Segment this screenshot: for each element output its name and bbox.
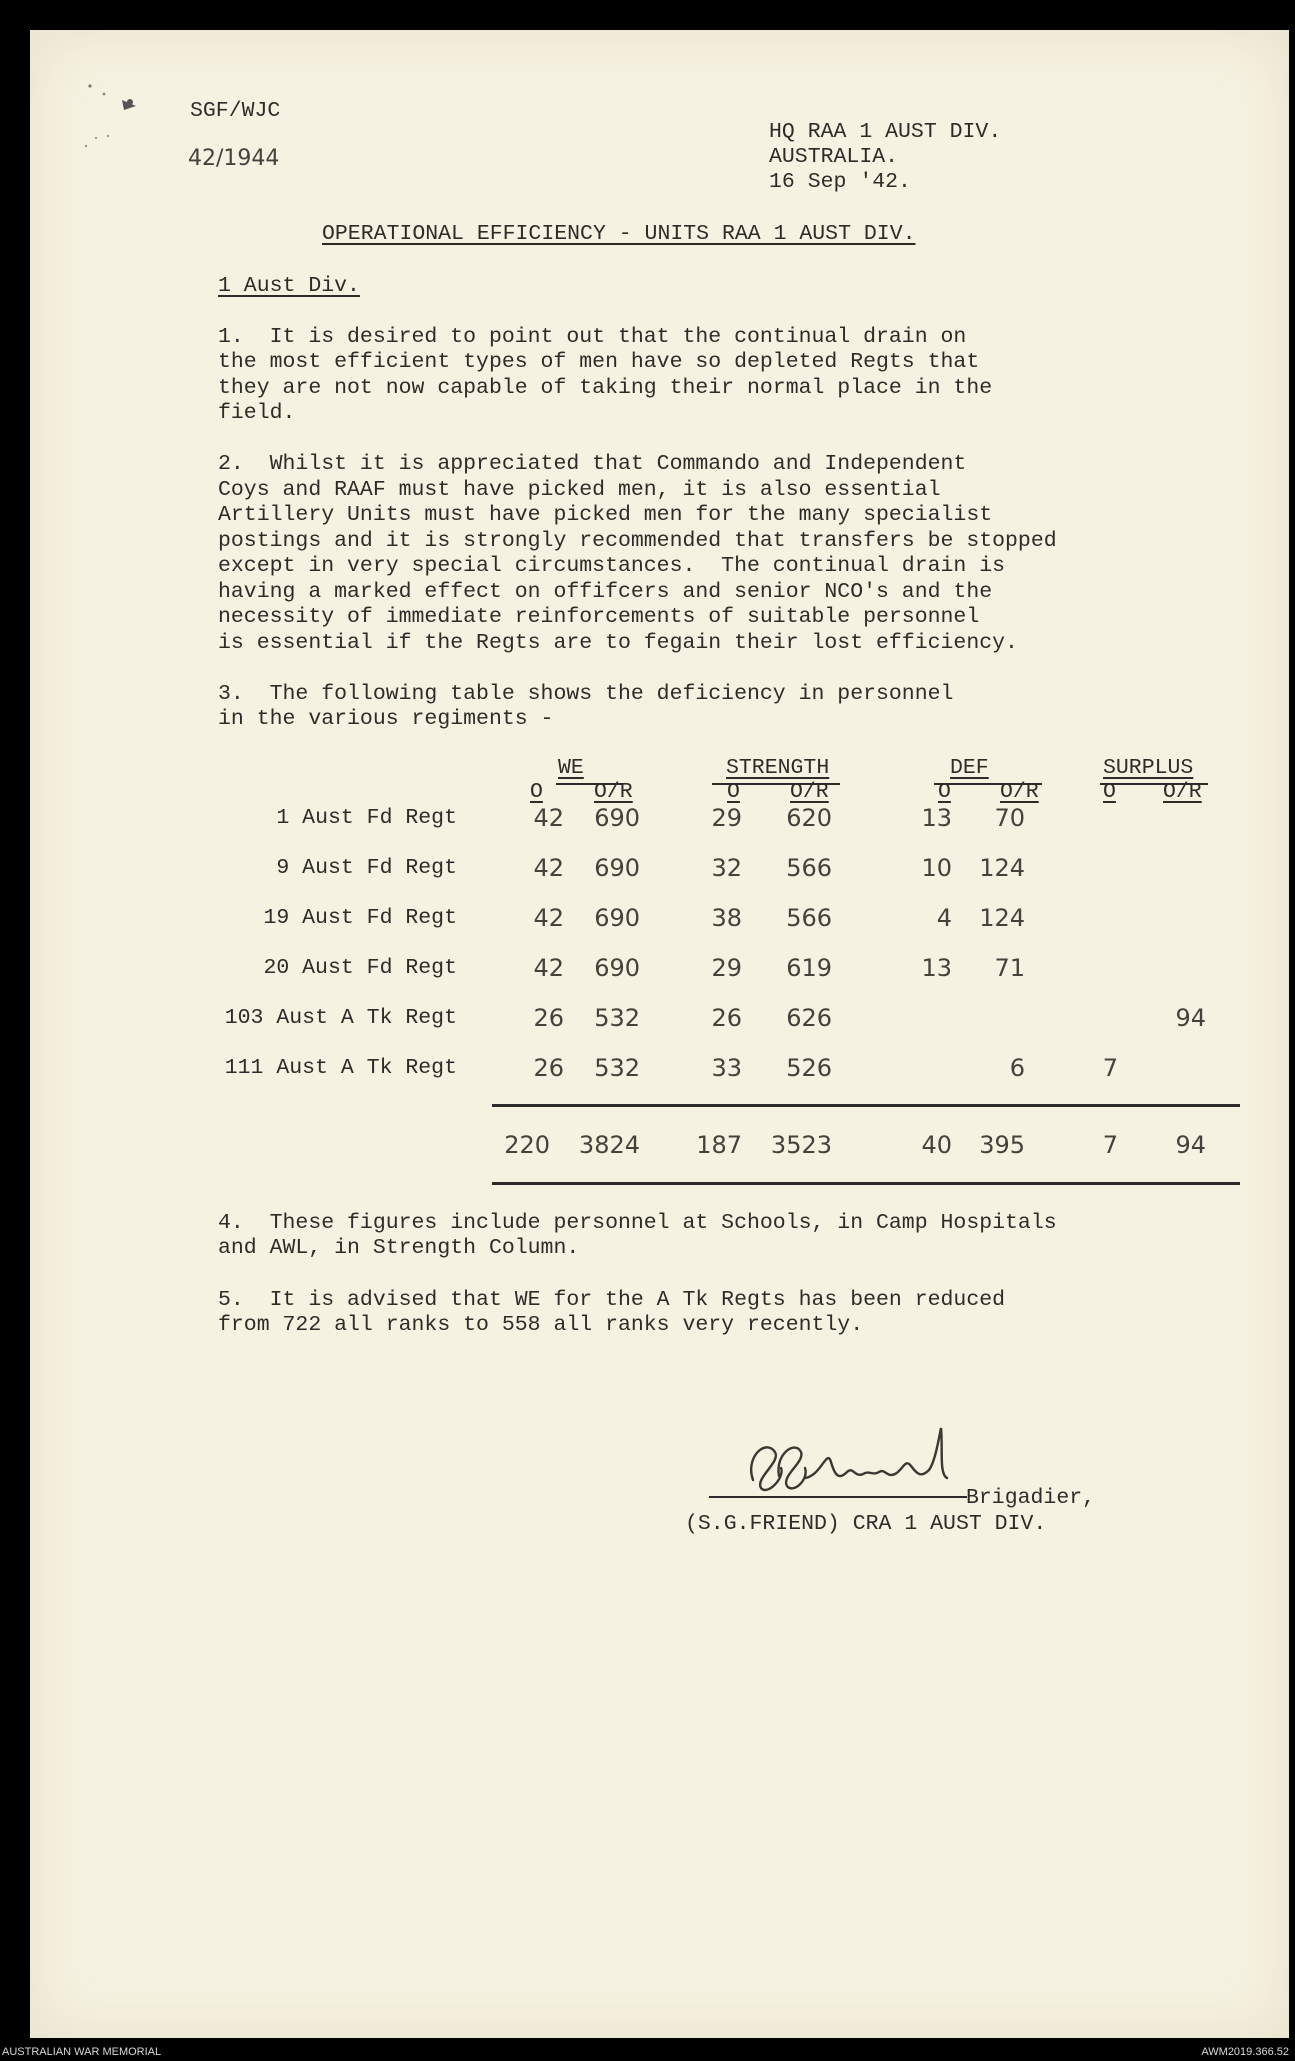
row4-def-or: 71: [994, 954, 1025, 982]
row6-sur-o: 7: [1102, 1054, 1118, 1082]
row6-we-o: 26: [533, 1054, 564, 1082]
row6-we-or: 532: [594, 1054, 640, 1082]
signature-line: [709, 1496, 967, 1498]
col-group-surplus: SURPLUS: [1103, 756, 1194, 780]
row3-we-or: 690: [594, 904, 640, 932]
para2-line6: having a marked effect on offifcers and senior NCO's and the: [218, 580, 993, 604]
row1-def-o: 13: [921, 804, 952, 832]
row5-we-or: 532: [594, 1004, 640, 1032]
para2-line2: Coys and RAAF must have picked men, it is also essential: [218, 478, 941, 502]
row5-str-o: 26: [711, 1004, 742, 1032]
subhead-strength-or: O/R: [790, 780, 829, 804]
para1-line2: the most efficient types of men have so depleted Regts that: [218, 350, 980, 374]
totals-top-rule: [492, 1104, 1240, 1107]
total-sur-or: 94: [1175, 1131, 1206, 1159]
file-number: 42/1944: [188, 146, 280, 171]
footer-source: AUSTRALIAN WAR MEMORIAL: [2, 2046, 162, 2058]
para2-line4: postings and it is strongly recommended that transfers be stopped: [218, 529, 1057, 553]
subhead-surplus-o: O: [1103, 780, 1116, 804]
total-def-o: 40: [921, 1131, 952, 1159]
document-title: OPERATIONAL EFFICIENCY - UNITS RAA 1 AUST DIV.: [322, 222, 916, 246]
hq-line-1: HQ RAA 1 AUST DIV.: [769, 120, 1002, 144]
row4-str-o: 29: [711, 954, 742, 982]
row1-we-or: 690: [594, 804, 640, 832]
row2-def-or: 124: [979, 854, 1025, 882]
row4-def-o: 13: [921, 954, 952, 982]
para3-line1: 3. The following table shows the deficiency in personnel: [218, 682, 954, 706]
subhead-surplus-or: O/R: [1163, 780, 1202, 804]
row3-str-o: 38: [711, 904, 742, 932]
para5-line2: from 722 all ranks to 558 all ranks very recently.: [218, 1313, 864, 1337]
para2-line5: except in very special circumstances. The continual drain is: [218, 554, 1006, 578]
row5-sur-or: 94: [1175, 1004, 1206, 1032]
total-str-or: 3523: [770, 1131, 832, 1159]
total-we-or: 3824: [578, 1131, 640, 1159]
total-str-o: 187: [696, 1131, 742, 1159]
row6-str-o: 33: [711, 1054, 742, 1082]
row5-str-or: 626: [786, 1004, 832, 1032]
row6-str-or: 526: [786, 1054, 832, 1082]
subhead-def-o: O: [938, 780, 951, 804]
row2-str-or: 566: [786, 854, 832, 882]
punch-marks: [78, 80, 148, 160]
row2-def-o: 10: [921, 854, 952, 882]
signatory-name: (S.G.FRIEND) CRA 1 AUST DIV.: [685, 1512, 1047, 1536]
row6-def-or: 6: [1009, 1054, 1025, 1082]
row-unit-3: 19 Aust Fd Regt: [263, 906, 457, 930]
subhead-strength-o: O: [727, 780, 740, 804]
row3-def-o: 4: [936, 904, 952, 932]
signatory-rank: Brigadier,: [966, 1486, 1096, 1510]
subhead-we-o: O: [530, 780, 543, 804]
handwritten-signature: [735, 1418, 995, 1508]
row3-def-or: 124: [979, 904, 1025, 932]
para2-line3: Artillery Units must have picked men for the many specialist: [218, 503, 993, 527]
row3-str-or: 566: [786, 904, 832, 932]
para4-line1: 4. These figures include personnel at Schools, in Camp Hospitals: [218, 1211, 1057, 1235]
para1-line1: 1. It is desired to point out that the continual drain on: [218, 325, 967, 349]
para1-line3: they are not now capable of taking their normal place in the: [218, 376, 993, 400]
total-sur-o: 7: [1102, 1131, 1118, 1159]
row1-def-or: 70: [994, 804, 1025, 832]
row1-we-o: 42: [533, 804, 564, 832]
total-we-o: 220: [504, 1131, 550, 1159]
row-unit-6: 111 Aust A Tk Regt: [224, 1056, 457, 1080]
row1-str-o: 29: [711, 804, 742, 832]
total-def-or: 395: [979, 1131, 1025, 1159]
row-unit-2: 9 Aust Fd Regt: [276, 856, 457, 880]
para3-line2: in the various regiments -: [218, 707, 554, 731]
row4-we-or: 690: [594, 954, 640, 982]
para5-line1: 5. It is advised that WE for the A Tk Regts has been reduced: [218, 1288, 1006, 1312]
row3-we-o: 42: [533, 904, 564, 932]
reference-code: SGF/WJC: [190, 99, 281, 123]
totals-bottom-rule: [492, 1182, 1240, 1185]
footer-accession: AWM2019.366.52: [1201, 2046, 1289, 2058]
row4-we-o: 42: [533, 954, 564, 982]
para1-line4: field.: [218, 401, 296, 425]
row-unit-5: 103 Aust A Tk Regt: [224, 1006, 457, 1030]
col-group-we: WE: [558, 756, 584, 780]
para2-line7: necessity of immediate reinforcements of suitable personnel: [218, 605, 980, 629]
row-unit-1: 1 Aust Fd Regt: [276, 806, 457, 830]
row2-we-o: 42: [533, 854, 564, 882]
addressee: 1 Aust Div.: [218, 274, 360, 298]
col-group-def: DEF: [950, 756, 989, 780]
row2-we-or: 690: [594, 854, 640, 882]
col-group-strength: STRENGTH: [726, 756, 830, 780]
row4-str-or: 619: [786, 954, 832, 982]
subhead-def-or: O/R: [1000, 780, 1039, 804]
row1-str-or: 620: [786, 804, 832, 832]
para2-line1: 2. Whilst it is appreciated that Commando and Independent: [218, 452, 967, 476]
row-unit-4: 20 Aust Fd Regt: [263, 956, 457, 980]
row2-str-o: 32: [711, 854, 742, 882]
hq-line-2: AUSTRALIA.: [769, 145, 899, 169]
para4-line2: and AWL, in Strength Column.: [218, 1236, 580, 1260]
hq-line-3: 16 Sep '42.: [769, 170, 911, 194]
subhead-we-or: O/R: [594, 780, 633, 804]
para2-line8: is essential if the Regts are to fegain their lost efficiency.: [218, 631, 1018, 655]
row5-we-o: 26: [533, 1004, 564, 1032]
